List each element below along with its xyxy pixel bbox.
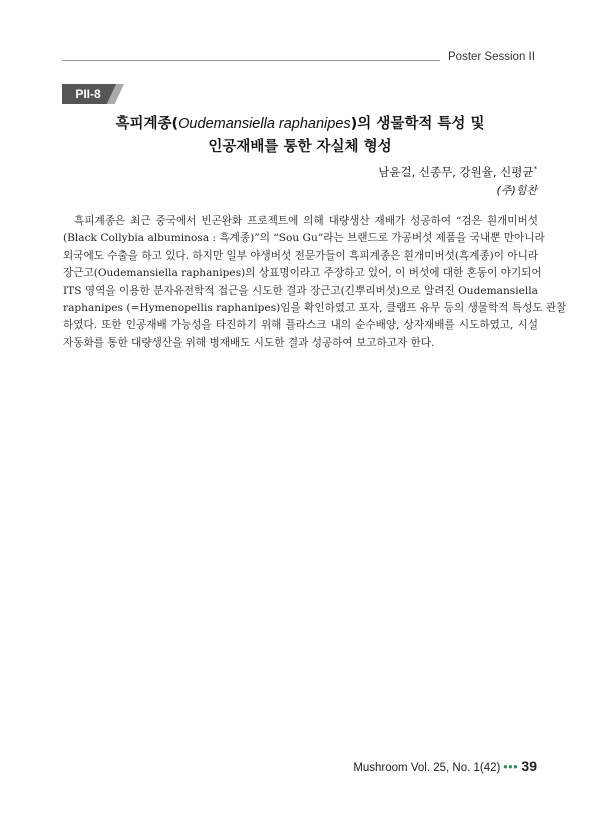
affiliation: (주)힘찬 bbox=[496, 184, 537, 197]
abstract-line: raphanipes (=Hymenopellis raphanipes)임을 확인하였고 포자, 클램프 유무 등의 생물학적 특성도 관찰 bbox=[63, 301, 567, 314]
badge-label: PII-8 bbox=[75, 87, 101, 101]
abstract-line: 하였다. 또한 인공재배 가능성을 타진하기 위해 플라스크 내의 순수배양, 상자재배를 시도하였고, 시설 bbox=[63, 319, 538, 332]
abstract-line: 흑피계종은 최근 중국에서 빈곤완화 프로젝트에 의해 대량생산 재배가 성공하여 “검은 흰개미버섯 bbox=[74, 215, 538, 227]
section-header: Poster Session II bbox=[448, 51, 535, 63]
title-suffix: )의 생물학적 특성 및 bbox=[350, 116, 485, 132]
abstract-line: 자동화를 통한 대량생산을 위해 병재배도 시도한 결과 성공하여 보고하고자 한다. bbox=[63, 336, 435, 349]
title-prefix: 흑피계종( bbox=[115, 116, 179, 132]
abstract-body bbox=[63, 213, 567, 352]
page-number: 39 bbox=[521, 758, 537, 774]
paper-title-line2: 인공재배를 통한 자실체 형성 bbox=[208, 139, 392, 155]
poster-badge bbox=[62, 84, 124, 104]
footer-dots: ••• bbox=[503, 762, 519, 774]
title-species: Oudemansiella raphanipes bbox=[178, 116, 351, 132]
author-list bbox=[378, 164, 537, 180]
abstract-line: ITS 영역을 이용한 분자유전학적 접근을 시도한 결과 장근고(긴뿌리버섯)으로 알려진 Oudemansiella bbox=[63, 284, 538, 297]
paper-title-line1 bbox=[0, 112, 600, 133]
header-rule bbox=[62, 60, 440, 61]
corresponding-mark: * bbox=[533, 165, 537, 174]
abstract-line: 장근고(Oudemansiella raphanipes)의 상표명이라고 주장하고 있어, 이 버섯에 대한 혼동이 야기되어 bbox=[63, 267, 542, 280]
page-footer bbox=[353, 758, 537, 774]
abstract-line: 외국에도 수출을 하고 있다. 하지만 일부 야생버섯 전문가들이 흑피계종은 흰개미버섯(흑계종)이 아니라 bbox=[63, 249, 539, 262]
author-names: 남윤걸, 신종무, 강원율, 신평균 bbox=[378, 165, 534, 179]
journal-citation: Mushroom Vol. 25, No. 1(42) bbox=[353, 762, 501, 774]
abstract-line: (Black Collybia albuminosa : 흑계종)”의 “Sou Gu”라는 브랜드로 가공버섯 제품을 국내뿐 만아니라 bbox=[63, 232, 545, 245]
